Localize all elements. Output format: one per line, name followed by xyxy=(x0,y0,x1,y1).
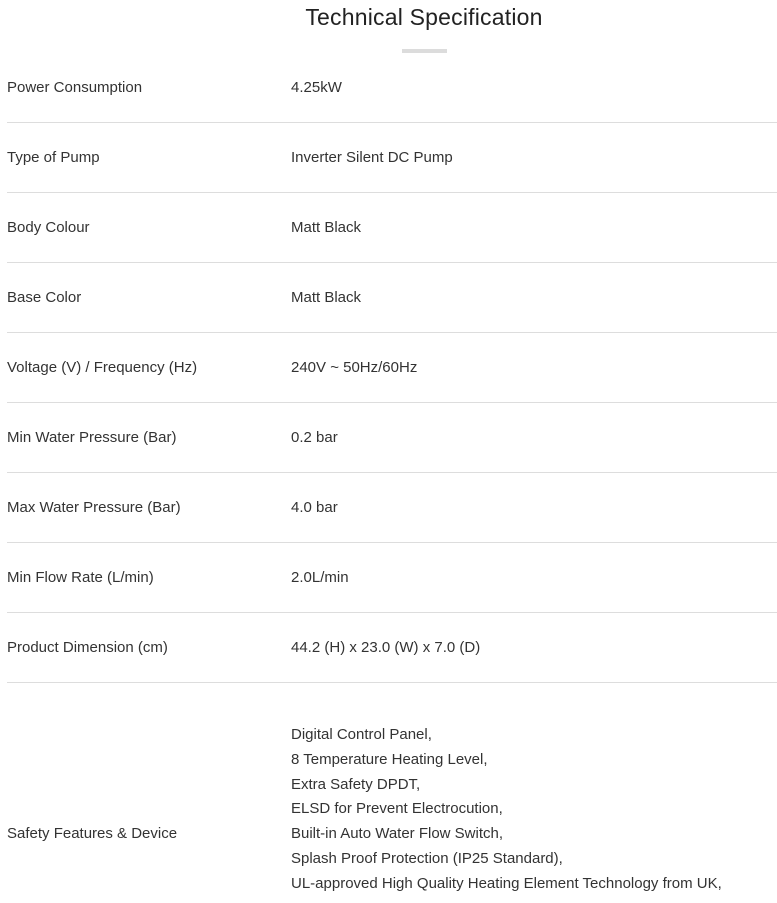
spec-value: 240V ~ 50Hz/60Hz xyxy=(291,358,418,376)
spec-value: 4.25kW xyxy=(291,78,342,96)
spec-value: 0.2 bar xyxy=(291,428,338,446)
spec-label: Base Color xyxy=(7,288,82,306)
spec-row-min-flow-rate xyxy=(7,543,777,613)
spec-row-body-colour xyxy=(7,193,777,263)
spec-label: Voltage (V) / Frequency (Hz) xyxy=(7,358,198,376)
safety-feature-item: Extra Safety DPDT, xyxy=(291,775,421,793)
spec-value: 4.0 bar xyxy=(291,498,338,516)
safety-feature-item: 8 Temperature Heating Level, xyxy=(291,750,488,768)
spec-value: 2.0L/min xyxy=(291,568,349,586)
spec-table xyxy=(7,53,777,903)
spec-label: Product Dimension (cm) xyxy=(7,638,168,656)
spec-label: Power Consumption xyxy=(7,78,143,96)
safety-feature-item: Splash Proof Protection (IP25 Standard), xyxy=(291,849,563,867)
spec-row-max-water-pressure xyxy=(7,473,777,543)
spec-row-safety-features xyxy=(7,683,777,903)
spec-value-list xyxy=(291,723,722,897)
spec-value: 44.2 (H) x 23.0 (W) x 7.0 (D) xyxy=(291,638,481,656)
spec-label: Safety Features & Device xyxy=(7,825,178,842)
spec-row-power-consumption xyxy=(7,53,777,123)
spec-value: Inverter Silent DC Pump xyxy=(291,148,453,166)
safety-feature-item: Digital Control Panel, xyxy=(291,726,432,743)
spec-row-product-dimension xyxy=(7,613,777,683)
spec-label: Max Water Pressure (Bar) xyxy=(7,498,181,516)
spec-label: Min Flow Rate (L/min) xyxy=(7,568,154,586)
spec-label: Min Water Pressure (Bar) xyxy=(7,428,177,446)
spec-value: Matt Black xyxy=(291,288,362,306)
spec-value: Matt Black xyxy=(291,218,362,236)
spec-row-type-of-pump xyxy=(7,123,777,193)
page-title: Technical Specification xyxy=(305,4,543,30)
spec-label: Body Colour xyxy=(7,218,90,236)
safety-feature-item: Built-in Auto Water Flow Switch, xyxy=(291,825,504,843)
spec-label: Type of Pump xyxy=(7,148,100,166)
spec-row-voltage-frequency xyxy=(7,333,777,403)
spec-row-base-color xyxy=(7,263,777,333)
safety-feature-item: ELSD for Prevent Electrocution, xyxy=(291,800,503,818)
safety-feature-item: UL-approved High Quality Heating Element Technology from UK, xyxy=(291,874,722,892)
spec-row-min-water-pressure xyxy=(7,403,777,473)
